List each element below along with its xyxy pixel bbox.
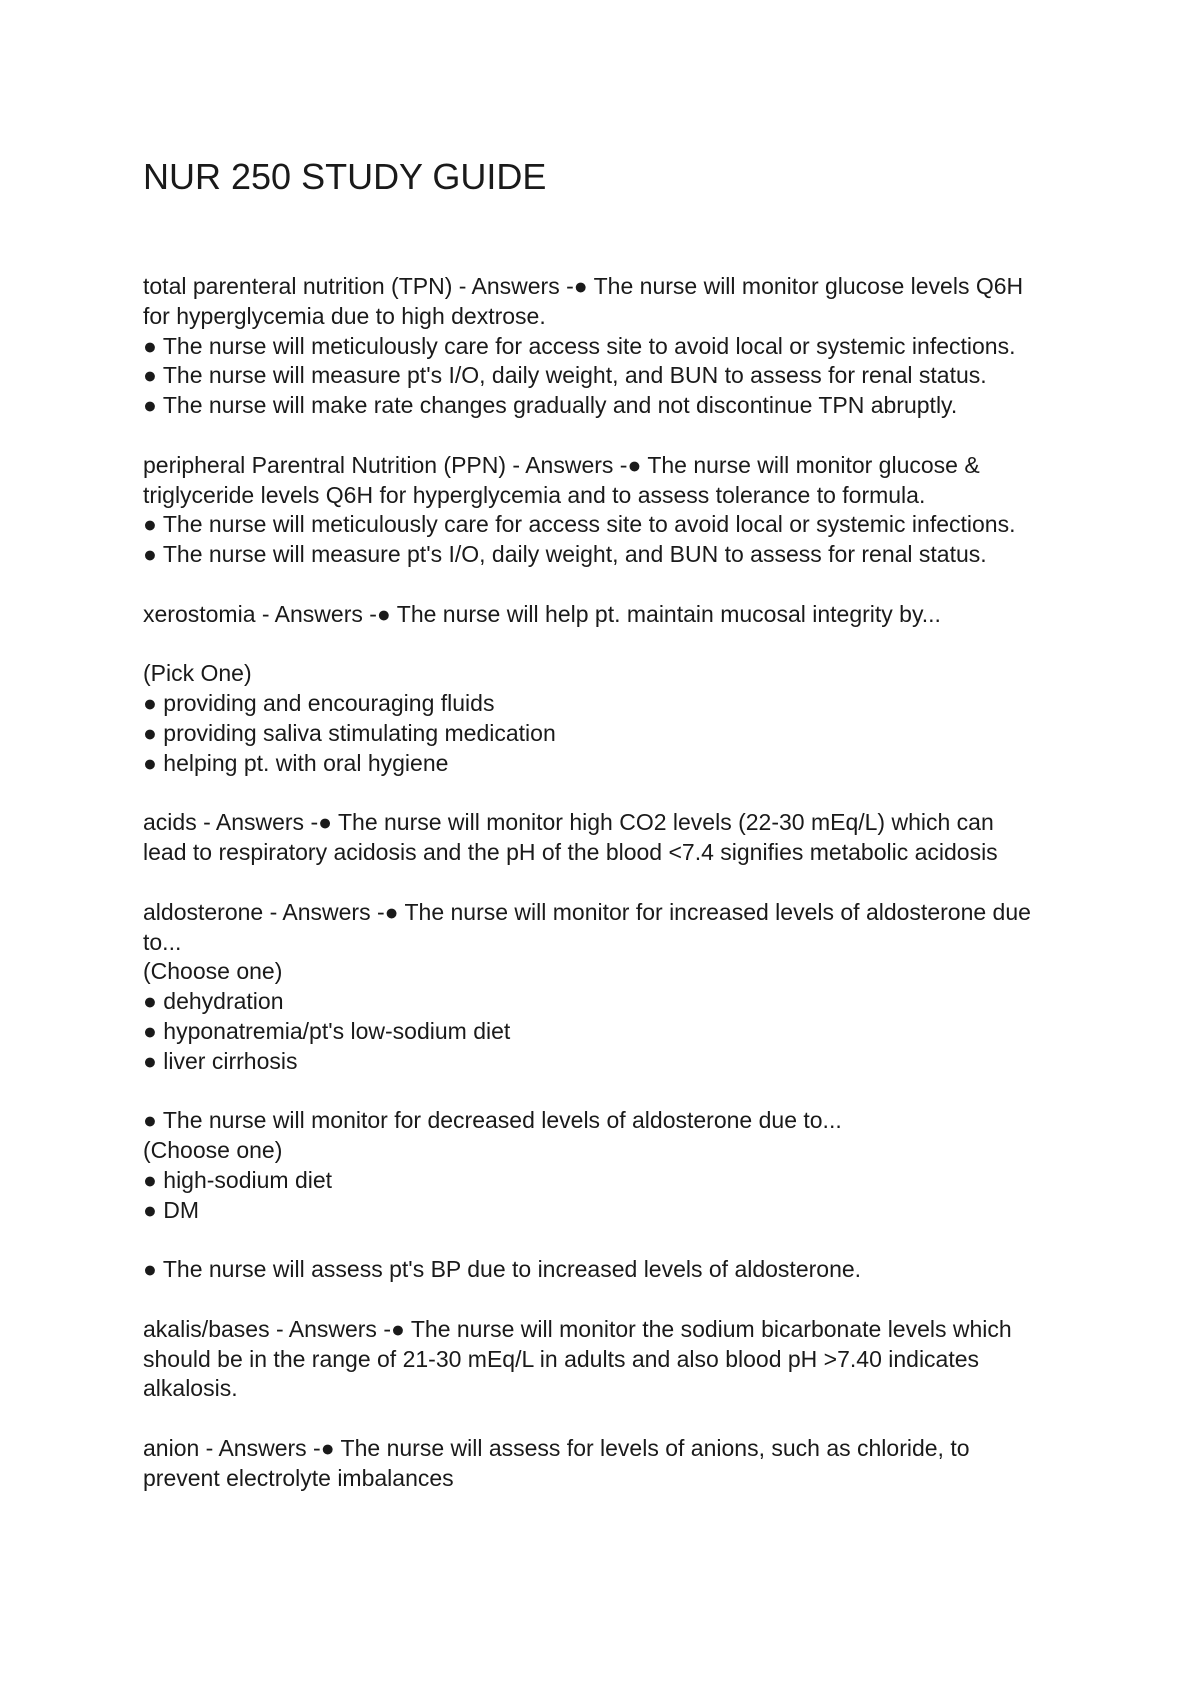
text-line: ● The nurse will make rate changes gradually and not discontinue TPN abruptly.	[143, 392, 958, 419]
text-line: ● The nurse will meticulously care for access site to avoid local or systemic infections.	[143, 332, 1016, 359]
text-line: ● liver cirrhosis	[143, 1047, 298, 1074]
blank-line	[143, 1077, 1073, 1107]
text-line: triglyceride levels Q6H for hyperglycemia and to assess tolerance to formula.	[143, 481, 926, 508]
document-page	[143, 150, 1073, 1494]
text-line: prevent electrolyte imbalances	[143, 1464, 454, 1491]
text-line: ● helping pt. with oral hygiene	[143, 749, 449, 776]
text-line: ● The nurse will measure pt's I/O, daily weight, and BUN to assess for renal status.	[143, 541, 987, 568]
text-line: aldosterone - Answers -● The nurse will monitor for increased levels of aldosterone due	[143, 898, 1031, 925]
blank-line	[143, 1285, 1073, 1315]
text-line: anion - Answers -● The nurse will assess for levels of anions, such as chloride, to	[143, 1435, 970, 1462]
text-line: ● The nurse will meticulously care for access site to avoid local or systemic infections.	[143, 511, 1016, 538]
blank-line	[143, 779, 1073, 809]
text-line: peripheral Parentral Nutrition (PPN) - Answers -● The nurse will monitor glucose &	[143, 451, 980, 478]
text-line: ● The nurse will monitor for decreased levels of aldosterone due to...	[143, 1107, 842, 1134]
text-line: ● providing saliva stimulating medication	[143, 719, 556, 746]
blank-line	[143, 1404, 1073, 1434]
text-line: acids - Answers -● The nurse will monitor high CO2 levels (22-30 mEq/L) which can	[143, 809, 994, 836]
blank-line	[143, 421, 1073, 451]
text-line: xerostomia - Answers -● The nurse will help pt. maintain mucosal integrity by...	[143, 600, 941, 627]
text-line: ● The nurse will measure pt's I/O, daily weight, and BUN to assess for renal status.	[143, 362, 987, 389]
blank-line	[143, 630, 1073, 660]
text-line: ● hyponatremia/pt's low-sodium diet	[143, 1017, 511, 1044]
blank-line	[143, 1226, 1073, 1256]
blank-line	[143, 868, 1073, 898]
text-line: for hyperglycemia due to high dextrose.	[143, 302, 546, 329]
page-title: NUR 250 STUDY GUIDE	[143, 156, 547, 197]
text-line: (Choose one)	[143, 1137, 283, 1164]
text-line: lead to respiratory acidosis and the pH of the blood <7.4 signifies metabolic acidosis	[143, 839, 998, 866]
text-line: akalis/bases - Answers -● The nurse will monitor the sodium bicarbonate levels which	[143, 1315, 1012, 1342]
text-line: ● dehydration	[143, 988, 284, 1015]
text-line: should be in the range of 21-30 mEq/L in adults and also blood pH >7.40 indicates	[143, 1345, 980, 1372]
document-body	[143, 272, 1073, 1494]
text-line: alkalosis.	[143, 1375, 238, 1402]
text-line: to...	[143, 928, 182, 955]
text-line: total parenteral nutrition (TPN) - Answers -● The nurse will monitor glucose levels Q6H	[143, 273, 1024, 299]
text-line: (Choose one)	[143, 958, 283, 985]
text-line: ● DM	[143, 1196, 200, 1223]
text-line: ● high-sodium diet	[143, 1166, 333, 1193]
text-line: ● providing and encouraging fluids	[143, 690, 495, 717]
text-line: ● The nurse will assess pt's BP due to increased levels of aldosterone.	[143, 1256, 862, 1283]
text-line: (Pick One)	[143, 660, 252, 687]
blank-line	[143, 570, 1073, 600]
